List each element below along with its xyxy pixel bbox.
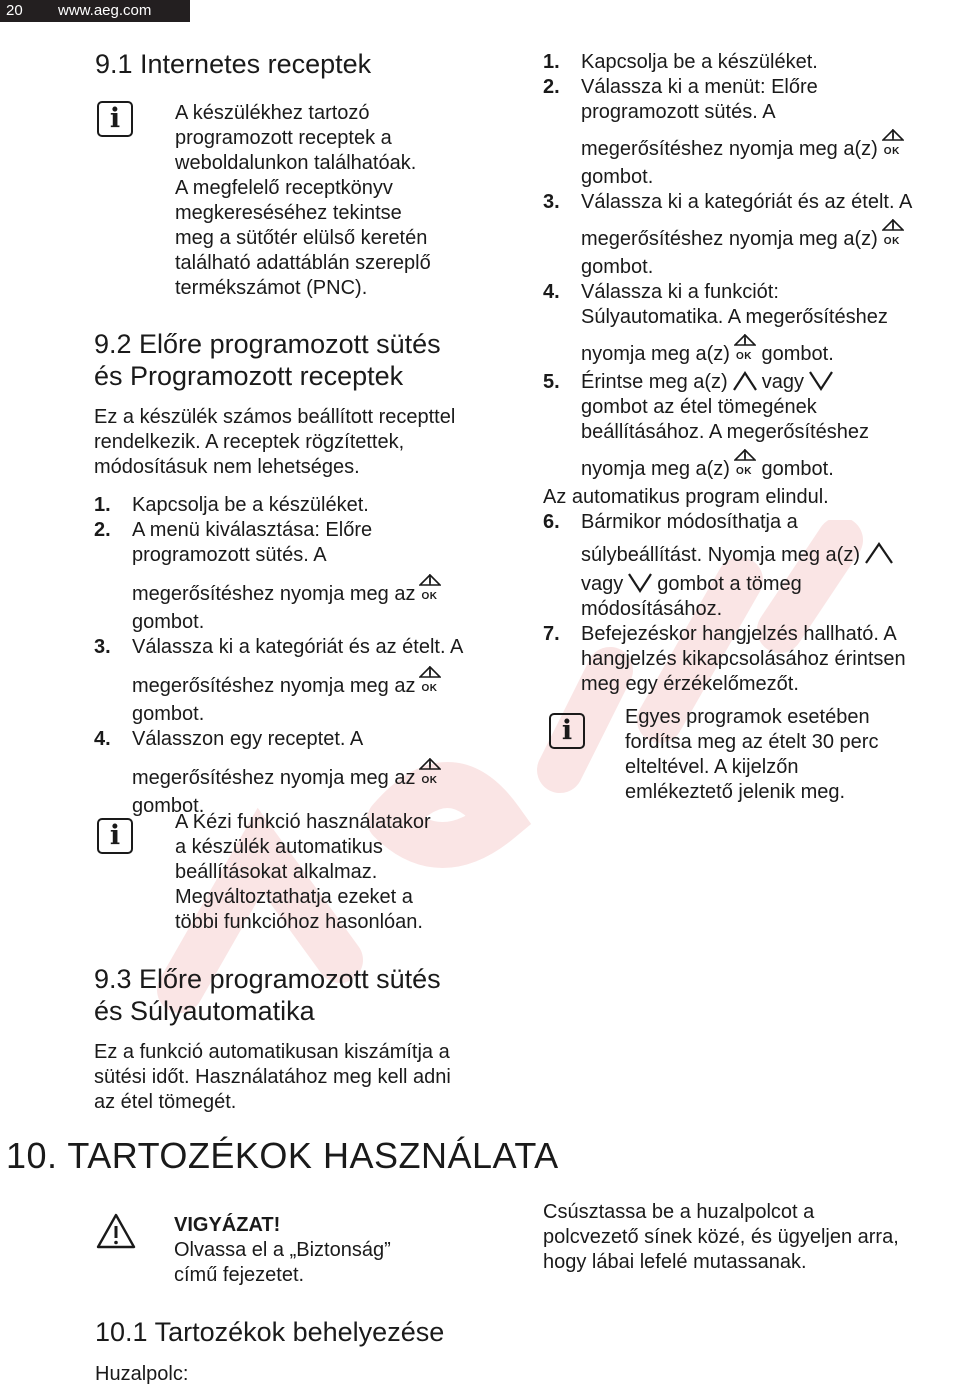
right-step-7: 7. Befejezéskor hangjelzés hallható. A hangjelzés kikapcsolásához érintsen meg egy érzékelőmezőt. bbox=[543, 623, 906, 695]
section-9-2-intro: Ez a készülék számos beállított recepttel rendelkezik. A receptek rögzítettek, módosításuk nem lehetséges. bbox=[94, 406, 456, 478]
ok-icon: OK bbox=[419, 666, 441, 698]
step-1: 1. Kapcsolja be a készüléket. bbox=[94, 494, 369, 516]
chevron-up-icon bbox=[864, 541, 894, 565]
info-icon: i bbox=[97, 818, 133, 854]
section-9-2-steps bbox=[94, 493, 514, 819]
section-10-title: 10. TARTOZÉKOK HASZNÁLATA bbox=[6, 1135, 559, 1176]
ok-icon: OK bbox=[882, 219, 904, 251]
chevron-down-icon bbox=[627, 572, 653, 594]
step-4: 4. Válasszon egy receptet. A megerősítéshez nyomja meg az OK gombot. bbox=[94, 727, 514, 819]
right-step-4: 4. Válassza ki a funkciót: Súlyautomatika. A megerősítéshez nyomja meg a(z) OK gombot. bbox=[543, 281, 888, 365]
right-step-2: 2. Válassza ki a menüt: Előre programozott sütés. A megerősítéshez nyomja meg a(z) OK gombot. bbox=[543, 75, 958, 190]
right-step-5: 5. Érintse meg a(z) vagy gombot az étel tömegének beállításához. A megerősítéshez nyomja meg a(z) OK gombot. bbox=[543, 371, 869, 480]
info-note-text: A készülékhez tartozó programozott receptek a weboldalunkon találhatóak. A megfelelő receptkönyv megkereséséhez tekintse meg a sütőtér elülső keretén található adattáblán szereplő termékszámot (PNC). bbox=[175, 102, 431, 299]
page-header bbox=[0, 0, 190, 22]
right-steps bbox=[543, 50, 958, 697]
info-icon: i bbox=[97, 101, 133, 137]
info-note-text: Egyes programok esetében fordítsa meg az ételt 30 perc elteltével. A kijelzőn emlékeztető jelenik meg. bbox=[625, 706, 879, 803]
ok-icon: OK bbox=[419, 574, 441, 606]
right-step-1: 1. Kapcsolja be a készüléket. bbox=[543, 51, 818, 73]
warning-icon bbox=[95, 1212, 137, 1250]
section-9-1-title: 9.1 Internetes receptek bbox=[95, 49, 372, 79]
chevron-down-icon bbox=[808, 370, 834, 392]
warning-block: VIGYÁZAT! Olvassa el a „Biztonság” című fejezetet. bbox=[174, 1213, 514, 1288]
section-9-3-title: 9.3 Előre programozott sütés és Súlyautomatika bbox=[94, 964, 441, 1026]
section-10-1-text: Huzalpolc: bbox=[95, 1363, 189, 1385]
step-2: 2. A menü kiválasztása: Előre programozott sütés. A megerősítéshez nyomja meg az OK gombot. bbox=[94, 518, 514, 635]
ok-icon: OK bbox=[734, 449, 756, 481]
ok-icon: OK bbox=[734, 334, 756, 366]
page-number: 20 bbox=[6, 2, 23, 19]
right-step-6: 6. Bármikor módosíthatja a súlybeállítást. Nyomja meg a(z) vagy gombot a tömeg módosításához. bbox=[543, 510, 958, 622]
warning-title: VIGYÁZAT! bbox=[174, 1214, 281, 1236]
ok-icon: OK bbox=[419, 758, 441, 790]
info-note-text: A Kézi funkció használatakor a készülék automatikus beállításokat alkalmaz. Megváltoztathatja ezeket a többi funkcióhoz hasonlóan. bbox=[175, 811, 431, 933]
section-10-right-text: Csúsztassa be a huzalpolcot a polcvezető sínek közé, és ügyeljen arra, hogy lábai lefelé mutassanak. bbox=[543, 1201, 899, 1273]
section-10-1-title: 10.1 Tartozékok behelyezése bbox=[95, 1317, 445, 1347]
ok-icon: OK bbox=[882, 129, 904, 161]
website-url[interactable]: www.aeg.com bbox=[58, 2, 152, 19]
section-9-2-title: 9.2 Előre programozott sütés és Programozott receptek bbox=[94, 329, 441, 391]
section-9-3-intro: Ez a funkció automatikusan kiszámítja a sütési időt. Használatához meg kell adni az étel tömegét. bbox=[94, 1041, 451, 1113]
step-3: 3. Válassza ki a kategóriát és az ételt. A megerősítéshez nyomja meg az OK gombot. bbox=[94, 636, 464, 725]
info-icon: i bbox=[549, 713, 585, 749]
right-step-3: 3. Válassza ki a kategóriát és az ételt. A megerősítéshez nyomja meg a(z) OK gombot. bbox=[543, 191, 913, 278]
auto-start-text: Az automatikus program elindul. bbox=[543, 486, 829, 508]
chevron-up-icon bbox=[732, 370, 758, 392]
